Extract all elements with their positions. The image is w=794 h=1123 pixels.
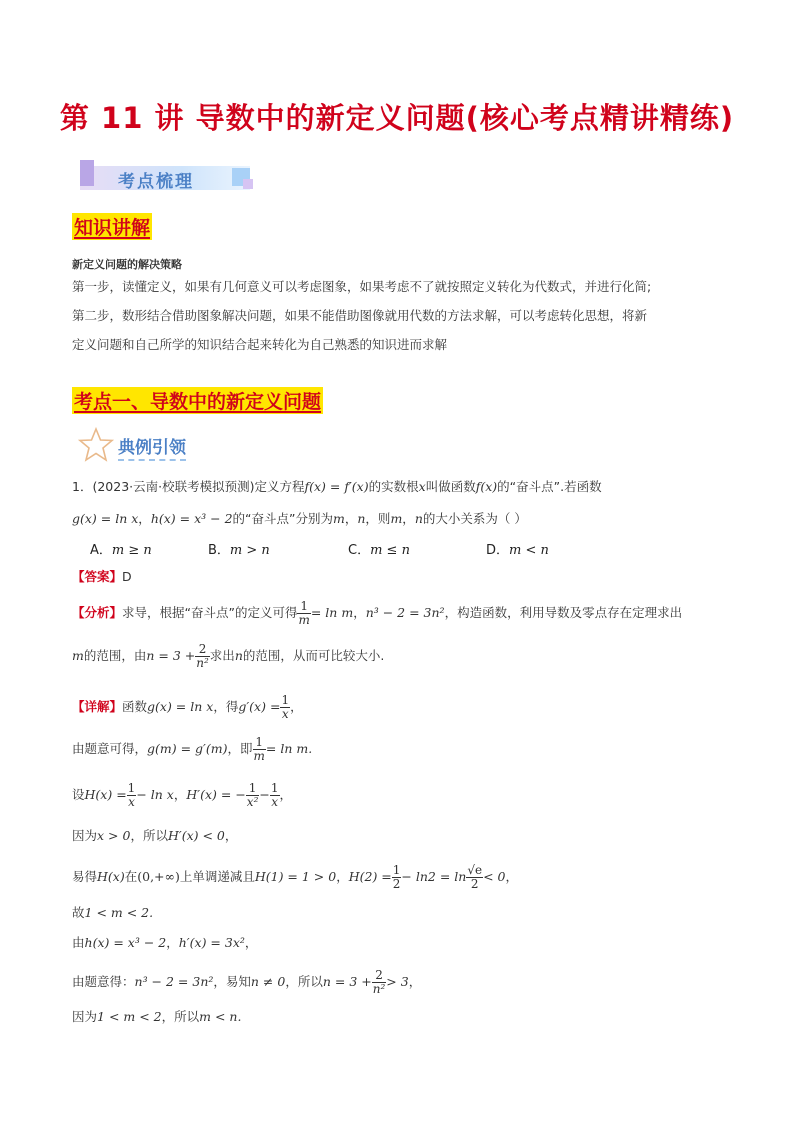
math-expr: m bbox=[332, 511, 345, 526]
option-expr: m > n bbox=[229, 543, 270, 558]
fraction: $\frac{1}{x}$ bbox=[281, 693, 290, 721]
text: 的范围，由 bbox=[83, 648, 147, 663]
text: 的“奋斗点”分别为 bbox=[232, 511, 333, 526]
detail-line: 由h(x) = x³ − 2，h′(x) = 3x²， bbox=[72, 935, 258, 950]
math-expr: n bbox=[234, 648, 243, 663]
answer-value: D bbox=[122, 569, 132, 584]
option-expr: m < n bbox=[509, 543, 549, 558]
topic-summary-badge bbox=[80, 160, 260, 194]
detail-line: 因为1 < m < 2，所以m < n. bbox=[72, 1009, 242, 1024]
example-heading: 典例引领 bbox=[118, 433, 186, 461]
option-letter: B． bbox=[208, 543, 230, 558]
fraction: $\frac{1}{x}$ bbox=[270, 781, 279, 809]
option-d[interactable] bbox=[486, 539, 549, 558]
detail-line: 由题意得：n³ − 2 = 3n²，易知n ≠ 0，所以n = 3 + $\frac{2}{\text{n²}}$ > 3， bbox=[72, 968, 422, 996]
fraction: $\frac{2}{\text{n²}}$ bbox=[372, 968, 386, 996]
answer-label: 【答案】 bbox=[72, 569, 123, 584]
fraction: $\frac{2}{\text{n²}}$ bbox=[196, 642, 209, 670]
text: 定义方程 bbox=[254, 479, 305, 494]
detail-label: 【详解】 bbox=[72, 699, 123, 714]
detail-line: 设H(x) = $\frac{1}{x}$ − ln x，H′(x) = − $\frac{1}{\text{x²}}$ − $\frac{1}{x}$ ， bbox=[72, 781, 293, 809]
option-expr: m ≤ n bbox=[370, 543, 410, 558]
text: ，构造函数，利用导数及零点存在定理求出 bbox=[444, 605, 683, 620]
math-expr: x bbox=[418, 479, 426, 494]
analysis-line: 【分析】求导，根据“奋斗点”的定义可得 $\frac{1}{m}$ = ln m，n³ − 2 = 3n²，构造函数，利用导数及零点存在定理求出 bbox=[72, 599, 683, 627]
detail-line: 【详解】函数g(x) = ln x，得g′(x) = $\frac{1}{x}$ ， bbox=[72, 693, 303, 721]
text: 求导，根据“奋斗点”的定义可得 bbox=[122, 605, 298, 620]
fraction: $\frac{1}{\text{x²}}$ bbox=[246, 781, 259, 809]
problem-source: (2023·云南·校联考模拟预测) bbox=[92, 479, 255, 494]
text: 叫做函数 bbox=[425, 479, 476, 494]
text: 的“奋斗点”.若函数 bbox=[497, 479, 602, 494]
detail-line: 由题意可得，g(m) = g′(m)，即 $\frac{1}{m}$ = ln m. bbox=[72, 735, 313, 763]
math-expr: m bbox=[72, 648, 84, 663]
math-expr: n bbox=[357, 511, 366, 526]
badge-label: 考点梳理 bbox=[118, 172, 194, 192]
math-expr: f(x) bbox=[475, 479, 498, 494]
option-letter: A． bbox=[90, 543, 112, 558]
fraction: $\frac{1}{x}$ bbox=[127, 781, 136, 809]
strategy-line: 第一步，读懂定义，如果有几何意义可以考虑图象，如果考虑不了就按照定义转化为代数式，并进行化简; bbox=[72, 279, 652, 294]
fraction: $\frac{√e}{2}$ bbox=[467, 863, 483, 891]
math-expr: f(x) = f′(x) bbox=[304, 479, 369, 494]
analysis-line bbox=[72, 643, 744, 670]
option-a[interactable] bbox=[90, 539, 152, 558]
detail-line: 因为x > 0，所以H′(x) < 0， bbox=[72, 828, 238, 843]
strategy-title: 新定义问题的解决策略 bbox=[72, 258, 182, 271]
analysis-label: 【分析】 bbox=[72, 605, 123, 620]
math-expr: g(x) = ln x bbox=[72, 511, 139, 526]
option-letter: D． bbox=[486, 543, 510, 558]
knowledge-heading: 知识讲解 bbox=[72, 213, 152, 240]
option-b[interactable] bbox=[208, 539, 270, 558]
strategy-line: 定义问题和自己所学的知识结合起来转化为自己熟悉的知识进而求解 bbox=[72, 337, 448, 352]
fraction: $\frac{1}{2}$ bbox=[392, 863, 401, 891]
badge-decoration bbox=[243, 179, 253, 189]
math-expr: n³ − 2 = 3n² bbox=[365, 605, 445, 620]
math-expr: = ln m bbox=[310, 605, 354, 620]
fraction: $\frac{1}{m}$ bbox=[253, 735, 265, 763]
option-letter: C． bbox=[348, 543, 371, 558]
problem-line bbox=[72, 476, 742, 497]
text: 求出 bbox=[209, 648, 235, 663]
option-c[interactable] bbox=[348, 539, 410, 558]
topic-heading: 考点一、导数中的新定义问题 bbox=[72, 387, 323, 414]
detail-line: 易得H(x)在(0,+∞)上单调递减且H(1) = 1 > 0，H(2) = $\frac{1}{2}$ − ln2 = ln $\frac{√e}{2}$ < 0， bbox=[72, 863, 519, 891]
option-expr: m ≥ n bbox=[111, 543, 152, 558]
text: 的实数根 bbox=[368, 479, 419, 494]
text: ，则 bbox=[365, 511, 391, 526]
math-expr: n bbox=[414, 511, 423, 526]
math-expr: m bbox=[390, 511, 403, 526]
problem-number: 1． bbox=[72, 479, 93, 494]
text: 的范围，从而可比较大小. bbox=[242, 648, 385, 663]
detail-line: 故1 < m < 2. bbox=[72, 905, 154, 920]
badge-decoration bbox=[80, 160, 94, 186]
math-expr: h(x) = x³ − 2 bbox=[150, 511, 233, 526]
math-expr: n = 3 + bbox=[146, 648, 196, 663]
answer-line bbox=[72, 566, 132, 587]
problem-line: g(x) = ln x，h(x) = x³ − 2的“奋斗点”分别为m，n，则m，n的大小关系为（ ） bbox=[72, 511, 527, 526]
page-title: 第 11 讲 导数中的新定义问题(核心考点精讲精练) bbox=[59, 101, 735, 135]
strategy-line: 第二步，数形结合借助图象解决问题，如果不能借助图像就用代数的方法求解，可以考虑转化思想，将新 bbox=[72, 308, 648, 323]
star-icon bbox=[76, 427, 116, 463]
fraction: $\frac{1}{m}$ bbox=[298, 599, 310, 627]
text: 的大小关系为（ ） bbox=[422, 511, 527, 526]
